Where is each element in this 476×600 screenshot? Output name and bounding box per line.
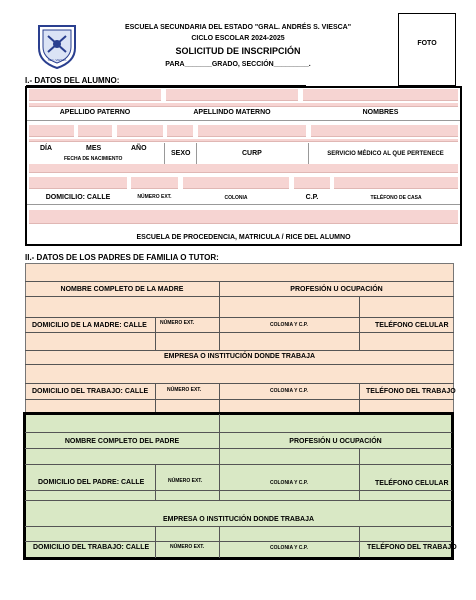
telefono-casa-input[interactable] bbox=[334, 177, 458, 189]
form-title: SOLICITUD DE INSCRIPCIÓN bbox=[175, 46, 301, 56]
divider bbox=[196, 143, 197, 164]
apellido-paterno-input[interactable] bbox=[29, 89, 161, 101]
madre-profesion-label: PROFESIÓN U OCUPACIÓN bbox=[290, 286, 383, 293]
padre-nombre-label: NOMBRE COMPLETO DEL PADRE bbox=[64, 438, 180, 445]
anio-label: AÑO bbox=[131, 145, 147, 152]
school-cycle: CICLO ESCOLAR 2024-2025 bbox=[191, 35, 285, 42]
school-name: ESCUELA SECUNDARIA DEL ESTADO "GRAL. ANDRÉS S. VIESCA" bbox=[124, 24, 352, 31]
domicilio-input[interactable] bbox=[29, 177, 127, 189]
escuela-procedencia-input[interactable] bbox=[29, 210, 458, 224]
row-spacer bbox=[29, 103, 458, 107]
logo-text: SEC. VIESCA bbox=[47, 58, 67, 62]
numero-ext-label: NÚMERO EXT. bbox=[137, 194, 172, 200]
dia-label: DÍA bbox=[40, 145, 53, 152]
nombres-label: NOMBRES bbox=[362, 109, 399, 116]
mes-label: MES bbox=[86, 145, 102, 152]
divider bbox=[155, 383, 156, 413]
divider bbox=[25, 464, 452, 465]
padre-dom-trabajo-label: DOMICILIO DEL TRABAJO: CALLE bbox=[33, 544, 150, 551]
anio-input[interactable] bbox=[117, 125, 163, 137]
divider bbox=[219, 383, 220, 413]
divider bbox=[27, 120, 460, 121]
divider bbox=[164, 143, 165, 164]
padre-telefono-trabajo-label: TELÉFONO DEL TRABAJO bbox=[367, 544, 457, 551]
padre-profesion-label: PROFESIÓN U OCUPACIÓN bbox=[289, 438, 382, 445]
madre-empresa-input[interactable] bbox=[26, 365, 454, 383]
padre-domicilio-label: DOMICILIO DEL PADRE: CALLE bbox=[38, 479, 145, 486]
sexo-input[interactable] bbox=[167, 125, 193, 137]
row-spacer bbox=[29, 139, 458, 142]
divider bbox=[25, 432, 452, 433]
madre-nombre-input[interactable] bbox=[26, 297, 219, 317]
apellido-materno-input[interactable] bbox=[166, 89, 298, 101]
row-spacer bbox=[29, 164, 458, 173]
telefono-casa-label: TELÉFONO DE CASA bbox=[370, 195, 422, 201]
madre-numero-ext2-label: NÚMERO EXT. bbox=[167, 387, 202, 393]
mes-input[interactable] bbox=[78, 125, 112, 137]
padre-numero-ext-label: NÚMERO EXT. bbox=[168, 478, 203, 484]
divider bbox=[25, 281, 454, 282]
padre-empresa-label: EMPRESA O INSTITUCIÓN DONDE TRABAJA bbox=[162, 516, 315, 523]
divider bbox=[25, 383, 454, 384]
madre-colonia-label: COLONIA Y C.P. bbox=[270, 322, 308, 328]
colonia-input[interactable] bbox=[183, 177, 289, 189]
numero-ext-input[interactable] bbox=[131, 177, 178, 189]
divider bbox=[219, 526, 220, 558]
section2-heading: II.- DATOS DE LOS PADRES DE FAMILIA O TUTOR: bbox=[25, 253, 219, 262]
madre-nombre-label: NOMBRE COMPLETO DE LA MADRE bbox=[60, 286, 184, 293]
madre-telefono-trabajo-label: TELÉFONO DEL TRABAJO bbox=[366, 388, 456, 395]
nombres-input[interactable] bbox=[303, 89, 458, 101]
divider bbox=[25, 526, 452, 527]
padre-profesion-input[interactable] bbox=[220, 449, 452, 464]
servicio-medico-label: SERVICIO MÉDICO AL QUE PERTENECE bbox=[327, 151, 444, 157]
cp-input[interactable] bbox=[294, 177, 330, 189]
padre-numero-ext2-label: NÚMERO EXT. bbox=[170, 544, 205, 550]
padre-nombre-input[interactable] bbox=[26, 449, 219, 464]
divider bbox=[155, 526, 156, 558]
domicilio-label: DOMICILIO: CALLE bbox=[45, 194, 111, 201]
photo-box[interactable] bbox=[398, 13, 456, 86]
divider bbox=[25, 350, 454, 351]
madre-numero-ext-label: NÚMERO EXT. bbox=[160, 320, 195, 326]
padre-colonia-label: COLONIA Y C.P. bbox=[270, 480, 308, 486]
servicio-medico-input[interactable] bbox=[311, 125, 458, 137]
curp-label: CURP bbox=[242, 150, 262, 157]
curp-input[interactable] bbox=[198, 125, 306, 137]
cp-label: C.P. bbox=[305, 194, 319, 201]
fecha-nacimiento-label: FECHA DE NACIMIENTO bbox=[64, 156, 123, 162]
padre-empresa-input[interactable] bbox=[26, 501, 452, 513]
divider bbox=[359, 383, 360, 413]
divider bbox=[25, 541, 452, 542]
divider bbox=[308, 143, 309, 164]
padre-domicilio-input[interactable] bbox=[26, 491, 452, 500]
divider bbox=[25, 317, 454, 318]
photo-label: FOTO bbox=[417, 40, 437, 47]
colonia-label: COLONIA bbox=[224, 195, 248, 201]
madre-dom-trabajo-label: DOMICILIO DEL TRABAJO: CALLE bbox=[32, 388, 149, 395]
section1-heading: I.- DATOS DEL ALUMNO: bbox=[25, 76, 120, 85]
apellido-materno-label: APELLINDO MATERNO bbox=[193, 109, 271, 116]
sexo-label: SEXO bbox=[171, 150, 191, 157]
padre-colonia2-label: COLONIA Y C.P. bbox=[270, 545, 308, 551]
madre-empresa-label: EMPRESA O INSTITUCIÓN DONDE TRABAJA bbox=[163, 353, 316, 360]
apellido-paterno-label: APELLIDO PATERNO bbox=[59, 109, 131, 116]
madre-telefono-label: TELÉFONO CELULAR bbox=[375, 322, 449, 329]
divider bbox=[359, 526, 360, 558]
madre-colonia2-label: COLONIA Y C.P. bbox=[270, 388, 308, 394]
dia-input[interactable] bbox=[29, 125, 74, 137]
madre-profesion-input[interactable] bbox=[220, 297, 453, 317]
divider bbox=[27, 204, 460, 205]
grade-section-line: PARA_______GRADO, SECCIÓN_________. bbox=[165, 61, 311, 68]
padre-telefono-label: TELÉFONO CELULAR bbox=[375, 480, 449, 487]
divider bbox=[25, 399, 454, 400]
madre-domicilio-input[interactable] bbox=[26, 333, 454, 349]
madre-domicilio-label: DOMICILIO DE LA MADRE: CALLE bbox=[32, 322, 147, 329]
escuela-procedencia-label: ESCUELA DE PROCEDENCIA, MATRICULA / RICE DEL ALUMNO bbox=[136, 234, 351, 241]
